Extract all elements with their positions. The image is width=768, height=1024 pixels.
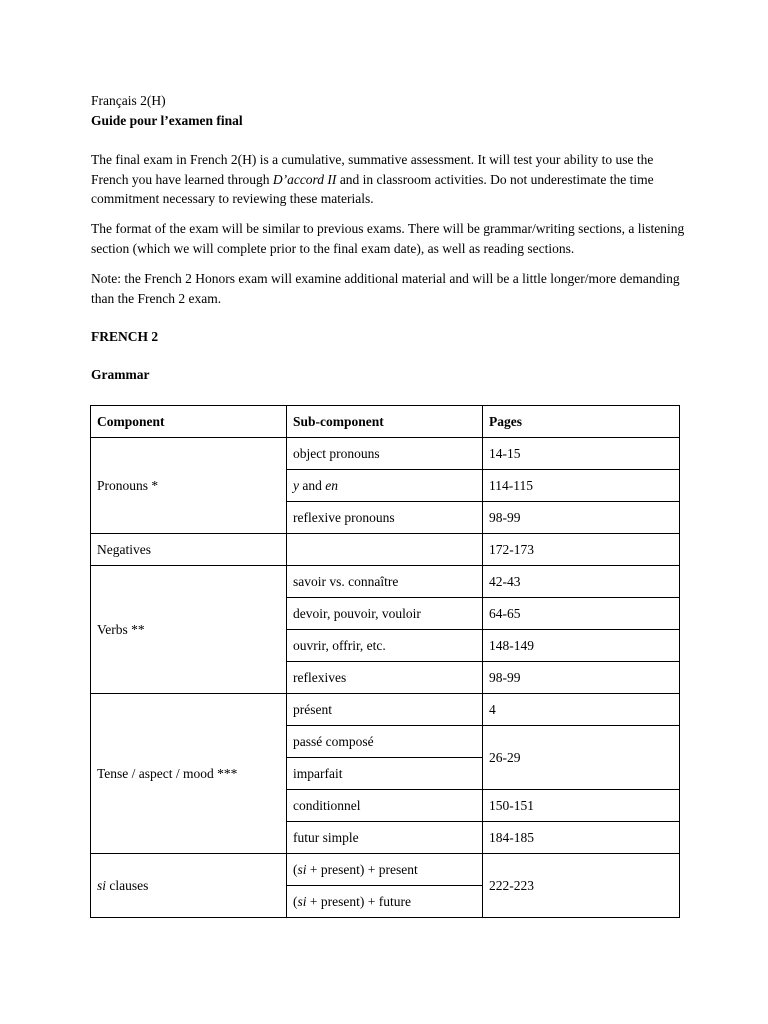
sub-component-cell bbox=[287, 470, 483, 502]
pages-cell: 148-149 bbox=[483, 630, 680, 662]
table-header-row bbox=[91, 406, 680, 438]
italic-y: y bbox=[293, 477, 299, 493]
course-title: Français 2(H) bbox=[91, 93, 166, 108]
header-pages: Pages bbox=[483, 406, 680, 438]
sub-component-cell bbox=[287, 534, 483, 566]
header-sub-component: Sub-component bbox=[287, 406, 483, 438]
pages-cell: 42-43 bbox=[483, 566, 680, 598]
sub-component-cell: conditionnel bbox=[287, 790, 483, 822]
sub-component-cell: object pronouns bbox=[287, 438, 483, 470]
sub-component-cell bbox=[287, 886, 483, 918]
clause-text: + present) + future bbox=[306, 893, 411, 909]
pages-cell: 150-151 bbox=[483, 790, 680, 822]
sub-component-cell: reflexive pronouns bbox=[287, 502, 483, 534]
section-title: FRENCH 2 bbox=[91, 329, 159, 344]
open-paren: ( bbox=[293, 893, 298, 909]
pages-cell: 98-99 bbox=[483, 662, 680, 694]
table-row bbox=[91, 534, 680, 566]
grammar-table bbox=[90, 405, 680, 918]
pages-cell: 184-185 bbox=[483, 822, 680, 854]
component-cell: Verbs ** bbox=[91, 566, 287, 694]
intro-paragraph-3 bbox=[91, 269, 691, 308]
intro-paragraph-2 bbox=[91, 219, 691, 258]
clause-text: + present) + present bbox=[306, 861, 418, 877]
table-row bbox=[91, 854, 680, 886]
intro-text-b: and in classroom activities. Do not underestimate the time commitment necessary to reviewing these materials. bbox=[91, 171, 654, 206]
component-cell: Negatives bbox=[91, 534, 287, 566]
sub-component-cell bbox=[287, 854, 483, 886]
sub-component-cell: futur simple bbox=[287, 822, 483, 854]
sub-component-cell: présent bbox=[287, 694, 483, 726]
pages-cell: 64-65 bbox=[483, 598, 680, 630]
italic-si: si bbox=[297, 861, 307, 877]
italic-si: si bbox=[297, 893, 307, 909]
component-cell bbox=[91, 854, 287, 918]
italic-si: si bbox=[97, 877, 107, 893]
format-text: The format of the exam will be similar to previous exams. There will be grammar/writing sections, a listening section (which we will complete prior to the final exam date), as well as reading sections. bbox=[91, 221, 685, 256]
document-subtitle: Guide pour l’examen final bbox=[91, 113, 243, 128]
sub-component-cell: savoir vs. connaître bbox=[287, 566, 483, 598]
pages-cell: 222-223 bbox=[483, 854, 680, 918]
italic-en: en bbox=[325, 477, 338, 493]
open-paren: ( bbox=[293, 861, 298, 877]
sub-component-cell: passé composé bbox=[287, 726, 483, 758]
intro-text-a: The final exam in French 2(H) is a cumulative, summative assessment. It will test your ability to use the French you have learned through bbox=[91, 152, 654, 187]
header-component: Component bbox=[91, 406, 287, 438]
note-text: Note: the French 2 Honors exam will examine additional material and will be a little longer/more demanding than the French 2 exam. bbox=[91, 271, 680, 306]
pages-cell: 172-173 bbox=[483, 534, 680, 566]
sub-component-cell: imparfait bbox=[287, 758, 483, 790]
subsection-title: Grammar bbox=[91, 367, 150, 382]
pages-cell: 26-29 bbox=[483, 726, 680, 790]
table-row bbox=[91, 694, 680, 726]
component-cell: Pronouns * bbox=[91, 438, 287, 534]
table-row bbox=[91, 566, 680, 598]
pages-cell: 98-99 bbox=[483, 502, 680, 534]
sub-component-cell: devoir, pouvoir, vouloir bbox=[287, 598, 483, 630]
sub-component-cell: ouvrir, offrir, etc. bbox=[287, 630, 483, 662]
table-row bbox=[91, 438, 680, 470]
conjunction-text: and bbox=[299, 477, 326, 493]
sub-component-cell: reflexives bbox=[287, 662, 483, 694]
pages-cell: 114-115 bbox=[483, 470, 680, 502]
component-cell: Tense / aspect / mood *** bbox=[91, 694, 287, 854]
textbook-title: D’accord II bbox=[272, 171, 337, 187]
pages-cell: 14-15 bbox=[483, 438, 680, 470]
intro-paragraph-1 bbox=[91, 150, 691, 209]
pages-cell: 4 bbox=[483, 694, 680, 726]
clauses-text: clauses bbox=[106, 877, 149, 893]
